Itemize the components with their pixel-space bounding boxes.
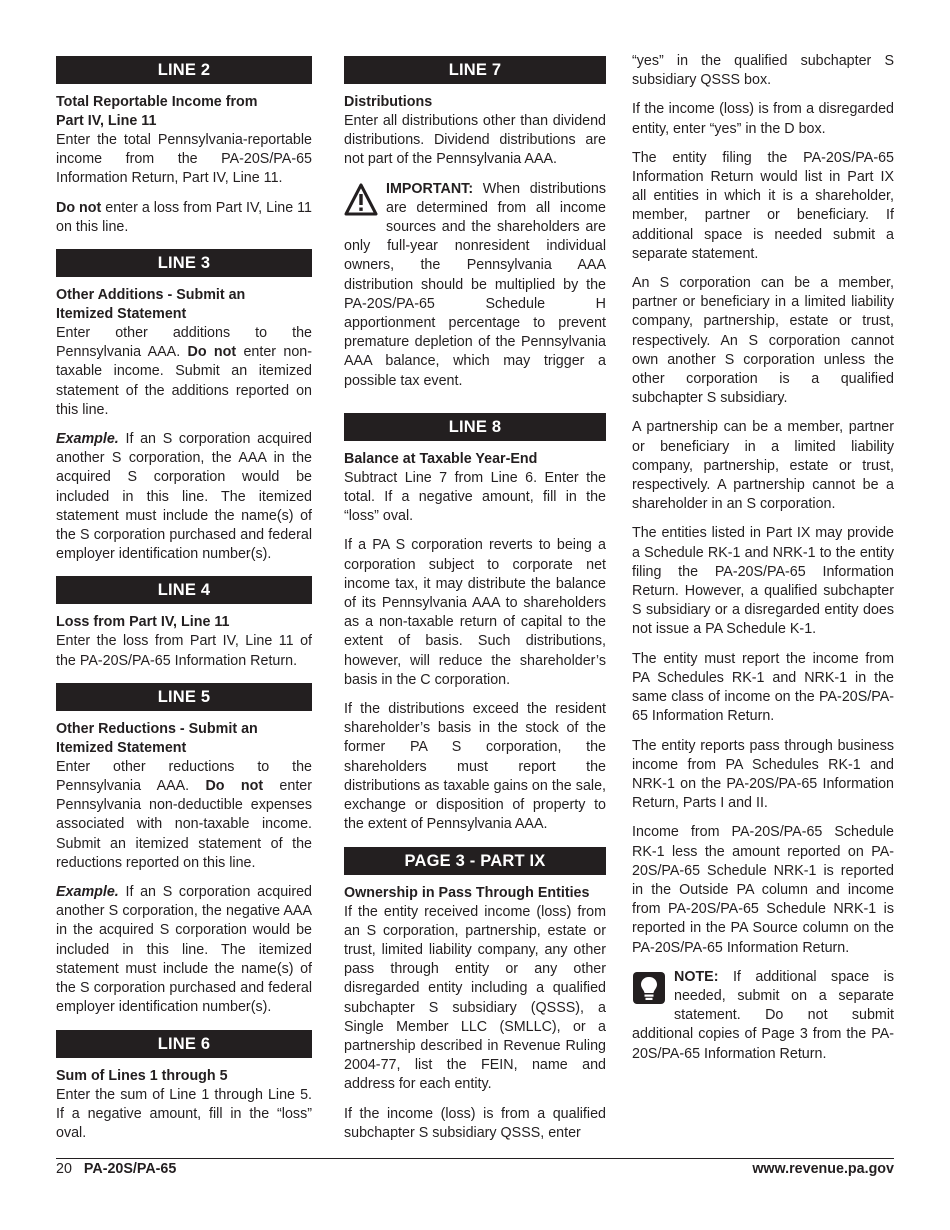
line-5-example: Example. If an S corporation acquired another S corporation, the negative AAA in the acquired S corporation would be included in this line. The itemized statement must include the name(s) of the S corporation purchased and federal employer identification number(s).: [56, 884, 312, 1016]
line-8-paragraph-2: If a PA S corporation reverts to being a corporation subject to corporate net income tax, it may distribute the balance of its Pennsylvania AAA to shareholders as a non-taxable return of capital to the extent of basis. Such distributions, however, will reduce the shareholder’s basis in the C corporation.: [344, 537, 606, 688]
line-4-heading: LINE 4: [56, 576, 312, 604]
line-3-subheading: Other Additions - Submit an Itemized Statement: [56, 287, 246, 323]
footer-rule: [56, 1158, 894, 1159]
line-2-paragraph-1: Enter the total Pennsylvania-reportable income from the PA-20S/PA-65 Information Return, Part IV, Line 11.: [56, 132, 312, 187]
col3-paragraph-3: The entity filing the PA-20S/PA-65 Information Return would list in Part IX all entities in which it is a shareholder, member, partner or beneficiary. If additional space is needed submit a separate statement.: [632, 149, 894, 262]
footer-left: [56, 1161, 176, 1177]
line-8-paragraph-1: Subtract Line 7 from Line 6. Enter the total. If a negative amount, fill in the “loss” oval.: [344, 469, 606, 525]
line-7-subheading: Distributions: [344, 94, 433, 110]
page-3-part-ix-heading: PAGE 3 - PART IX: [344, 847, 606, 875]
line-6-subheading: Sum of Lines 1 through 5: [56, 1067, 228, 1084]
page-3-paragraph-1: If the entity received income (loss) from an S corporation, partnership, estate or trust, limited liability company, any other pass through entity or any other disregarded entity including a qualified subchapter S subsidiary (QSSS), a Single Member LLC (SMLLC), or a partnership described in Revenue Ruling 2004-77, list the FEIN, name and address for each entity.: [344, 903, 606, 1093]
line-5-paragraph-1: Enter other reductions to the Pennsylvania AAA. Do not enter Pennsylvania non-deductible expenses associated with non-taxable income. Submit an itemized statement of the reductions reported on this line.: [56, 758, 313, 871]
col3-paragraph-5: A partnership can be a member, partner or beneficiary in a limited liability company, partnership, estate or trust, respectively. A partnership cannot be a shareholder in an S corporation.: [632, 419, 894, 513]
line-7-heading: LINE 7: [344, 56, 606, 84]
line-4-paragraph-1: Enter the loss from Part IV, Line 11 of the PA-20S/PA-65 Information Return.: [56, 633, 312, 669]
line-2-subheading: Total Reportable Income from Part IV, Line 11: [56, 94, 258, 129]
line-5-heading: LINE 5: [56, 683, 312, 711]
page-number: 20: [56, 1161, 72, 1177]
line-3-paragraph-1: Enter other additions to the Pennsylvania AAA. Do not enter non-taxable income. Submit an itemized statement of the additions reported on this line.: [56, 325, 312, 418]
note-paragraph: NOTE: If additional space is needed, submit on a separate statement. Do not submit additional copies of Page 3 from the PA-20S/PA-65 Information Return.: [632, 968, 894, 1062]
line-4-subheading: Loss from Part IV, Line 11: [56, 614, 230, 631]
column-1: [56, 56, 312, 1153]
line-2-heading: LINE 2: [56, 56, 312, 84]
line-3-heading: LINE 3: [56, 249, 312, 277]
col3-paragraph-7: The entity must report the income from PA Schedules RK-1 and NRK-1 in the same class of income on the PA-20S/PA-65 Information Return.: [632, 650, 894, 725]
line-6-paragraph-1: Enter the sum of Line 1 through Line 5. If a negative amount, fill in the “loss” oval.: [56, 1086, 312, 1141]
line-3-example: Example. If an S corporation acquired another S corporation, the AAA in the acquired S corporation would be included in this line. The itemized statement must include the name(s) of the S corporation purchased and federal employer identification number(s).: [56, 431, 312, 563]
important-paragraph: IMPORTANT: When distributions are determined from all income sources and the shareholders are only full-year nonresident individual owners, the Pennsylvania AAA distribution should be multiplied by the PA-20S/PA-65 Schedule H apportionment percentage to prevent premature depletion of the Pennsylvania AAA balance, which may trigger a possible tax event.: [344, 180, 606, 389]
website-link[interactable]: www.revenue.pa.gov: [752, 1161, 894, 1177]
col3-paragraph-8: The entity reports pass through business income from PA Schedules RK-1 and NRK-1 on the PA-20S/PA-65 Information Return, Parts I and II.: [632, 737, 894, 812]
column-2: [344, 56, 606, 1153]
page-3-subheading: Ownership in Pass Through Entities: [344, 884, 590, 901]
line-7-paragraph-1: Enter all distributions other than dividend distributions. Dividend distributions are not part of the Pennsylvania AAA.: [344, 113, 606, 168]
column-3: [632, 52, 894, 1064]
col3-paragraph-1: “yes” in the qualified subchapter S subsidiary QSSS box.: [632, 53, 894, 89]
col3-paragraph-2: If the income (loss) is from a disregarded entity, enter “yes” in the D box.: [632, 101, 894, 137]
important-note: [344, 180, 606, 401]
note-box: [632, 968, 894, 1064]
line-8-heading: LINE 8: [344, 413, 606, 441]
lightbulb-icon: [632, 971, 666, 1005]
line-8-paragraph-3: If the distributions exceed the resident shareholder’s basis in the stock of the former PA S corporation, the shareholders must report the distributions as taxable gains on the sale, exchange or disposition of property to the extent of Pennsylvania AAA.: [344, 701, 606, 833]
col3-paragraph-9: Income from PA-20S/PA-65 Schedule RK-1 less the amount reported on PA-20S/PA-65 Schedule NRK-1 is reported in the Outside PA column and income from PA-20S/PA-65 Schedule NRK-1 is reported in the PA Source column on the PA-20S/PA-65 Information Return.: [632, 824, 894, 956]
col3-paragraph-6: The entities listed in Part IX may provide a Schedule RK-1 and NRK-1 to the entity filing the PA-20S/PA-65 Information Return. However, a qualified subchapter S subsidiary or a disregarded entity does not issue a PA Schedule K-1.: [632, 525, 894, 638]
warning-triangle-icon: [344, 183, 378, 217]
line-6-heading: LINE 6: [56, 1030, 312, 1058]
col3-paragraph-4: An S corporation can be a member, partner or beneficiary in a limited liability company, partnership, estate or trust, respectively. An S corporation cannot own another S corporation unless the other corporation is a qualified subchapter S subsidiary.: [632, 275, 894, 407]
line-8-subheading: Balance at Taxable Year-End: [344, 450, 538, 467]
line-2-paragraph-2: Do not enter a loss from Part IV, Line 11 on this line.: [56, 199, 312, 235]
form-name: PA-20S/PA-65: [83, 1161, 177, 1177]
page-3-paragraph-2: If the income (loss) is from a qualified subchapter S subsidiary QSSS, enter: [344, 1105, 606, 1141]
line-5-subheading: Other Reductions - Submit an Itemized Statement: [56, 720, 258, 756]
